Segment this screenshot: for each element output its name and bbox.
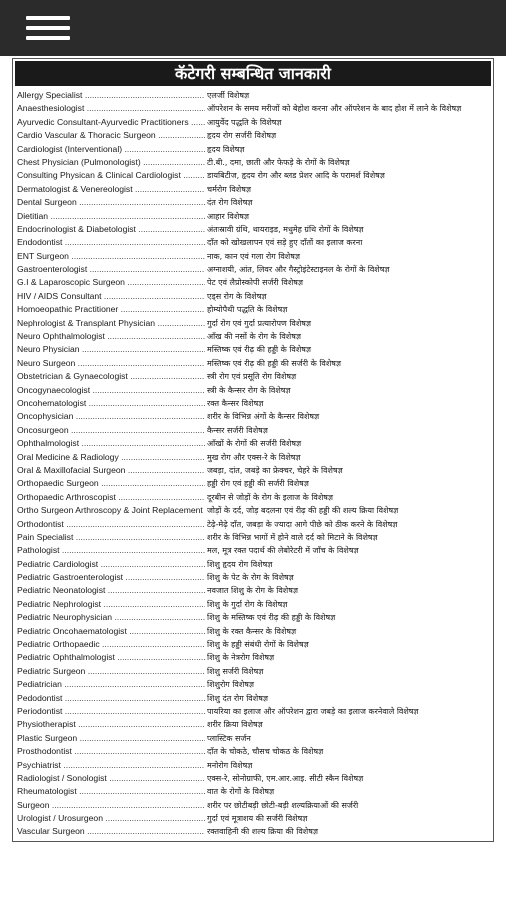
- specialist-name: Pedodontist .....: [17, 692, 205, 705]
- specialist-name: Orthopaedic Surgeon .....: [17, 477, 205, 490]
- list-item[interactable]: [17, 223, 489, 236]
- specialist-name: Vascular Surgeon .....: [17, 825, 205, 838]
- list-item[interactable]: [17, 732, 489, 745]
- specialist-description: एड्स रोग के विशेषज्ञ: [207, 290, 489, 303]
- specialist-description: शिशु दंत रोग विशेषज्ञ: [207, 692, 489, 705]
- specialist-name: Rheumatologist .....: [17, 785, 205, 798]
- specialist-description: गुर्दा एवं मूत्राशय की सर्जरी विशेषज्ञ: [207, 812, 489, 825]
- specialist-description: ऑपरेशन के समय मरीजों को बेहोश करना और ऑपरेशन के बाद होश में लाने के विशेषज्ञ: [207, 102, 489, 115]
- specialist-name: Anaesthesiologist .....: [17, 102, 205, 115]
- specialist-description: एक्स-रे, सोनोग्राफी, एम.आर.आइ. सीटी स्कैन विशेषज्ञ: [207, 772, 489, 785]
- list-item[interactable]: [17, 196, 489, 209]
- specialist-name: HIV / AIDS Consultant .....: [17, 290, 205, 303]
- specialist-name: Pediatric Orthopaedic .....: [17, 638, 205, 651]
- specialist-description: जबड़ा, दांत, जबड़े का फ्रेक्चर, चेहरे के विशेषज्ञ: [207, 464, 489, 477]
- list-item[interactable]: [17, 156, 489, 169]
- list-item[interactable]: [17, 558, 489, 571]
- specialist-name: Neuro Surgeon .....: [17, 357, 205, 370]
- specialist-description: अग्नाशयी, आंत, लिवर और गैस्ट्रोइंटेस्टाइनल के रोगों के विशेषज्ञ: [207, 263, 489, 276]
- specialist-name: Urologist / Urosurgeon .....: [17, 812, 205, 825]
- specialist-description: शिशु के मस्तिष्क एवं रीढ़ की हड्डी के विशेषज्ञ: [207, 611, 489, 624]
- specialist-description: दाँत को खोखलापन एवं सड़े हुए दाँतों का इलाज करना: [207, 236, 489, 249]
- list-item[interactable]: [17, 799, 489, 812]
- specialist-name: Neuro Ophthalmologist .....: [17, 330, 205, 343]
- list-item[interactable]: [17, 504, 489, 517]
- list-item[interactable]: [17, 625, 489, 638]
- specialist-name: Oncophysician .....: [17, 410, 205, 423]
- specialist-name: Ophthalmologist .....: [17, 437, 205, 450]
- specialist-description: जोड़ों के दर्द, जोड़ बदलना एवं रीढ़ की हड्डी की शल्य क्रिया विशेषज्ञ: [207, 504, 489, 517]
- specialist-description: डायबिटीज, हृदय रोग और ब्लड प्रेशर आदि के परामर्श विशेषज्ञ: [207, 169, 489, 182]
- list-item[interactable]: [17, 397, 489, 410]
- specialist-description: नाक, कान एवं गला रोग विशेषज्ञ: [207, 250, 489, 263]
- list-item[interactable]: [17, 772, 489, 785]
- list-item[interactable]: [17, 464, 489, 477]
- specialist-name: Surgeon .....: [17, 799, 205, 812]
- specialist-name: Gastroenterologist .....: [17, 263, 205, 276]
- specialist-description: शरीर क्रिया विशेषज्ञ: [207, 718, 489, 731]
- specialist-description: शिशु के नेत्ररोग विशेषज्ञ: [207, 651, 489, 664]
- page-title: कॅटेगरी सम्बन्धित जानकारी: [15, 61, 491, 86]
- list-item[interactable]: [17, 812, 489, 825]
- list-item[interactable]: [17, 491, 489, 504]
- specialist-description: शरीर के विभिन्न भागों में होने वाले दर्द को मिटाने के विशेषज्ञ: [207, 531, 489, 544]
- specialist-description: गुर्दा रोग एवं गुर्दा प्रत्यारोपण विशेषज्ञ: [207, 317, 489, 330]
- specialist-description: अंतःस्रावी ग्रंथि, थायराइड, मधुमेह ग्रंथि रोगों के विशेषज्ञ: [207, 223, 489, 236]
- list-item[interactable]: [17, 518, 489, 531]
- specialist-description: शरीर पर छोटीबड़ी छोटी-बड़ी शल्यक्रियाओं की सर्जरी: [207, 799, 489, 812]
- list-item[interactable]: [17, 451, 489, 464]
- specialist-description: शिशु के रक्त कैन्सर के विशेषज्ञ: [207, 625, 489, 638]
- specialist-name: Physiotherapist .....: [17, 718, 205, 731]
- specialist-name: Homoeopathic Practitioner .....: [17, 303, 205, 316]
- specialist-name: Pediatrician .....: [17, 678, 205, 691]
- list-item[interactable]: [17, 705, 489, 718]
- list-item[interactable]: [17, 303, 489, 316]
- list-item[interactable]: [17, 384, 489, 397]
- specialist-name: Dietitian .....: [17, 210, 205, 223]
- specialist-name: Endodontist .....: [17, 236, 205, 249]
- list-item[interactable]: [17, 531, 489, 544]
- specialist-description: हड्डी रोग एवं हड्डी की सर्जरी विशेषज्ञ: [207, 477, 489, 490]
- specialist-name: Allergy Specialist .....: [17, 89, 205, 102]
- list-item[interactable]: [17, 116, 489, 129]
- list-item[interactable]: [17, 692, 489, 705]
- list-item[interactable]: [17, 343, 489, 356]
- specialist-name: Pediatric Surgeon .....: [17, 665, 205, 678]
- specialist-description: शिशुरोग विशेषज्ञ: [207, 678, 489, 691]
- specialist-description: दूरबीन से जोड़ों के रोग के इलाज के विशेषज्ञ: [207, 491, 489, 504]
- specialist-name: Dermatologist & Venereologist .....: [17, 183, 205, 196]
- specialist-name: Cardio Vascular & Thoracic Surgeon .....: [17, 129, 205, 142]
- specialist-description: शिशु हृदय रोग विशेषज्ञ: [207, 558, 489, 571]
- specialist-name: Plastic Surgeon .....: [17, 732, 205, 745]
- specialist-description: मस्तिष्क एवं रीढ़ की हड्डी के विशेषज्ञ: [207, 343, 489, 356]
- specialist-name: Endocrinologist & Diabetologist .....: [17, 223, 205, 236]
- specialist-name: Cardiologist (Interventional) .....: [17, 143, 205, 156]
- specialist-description: मल, मूत्र रक्त पदार्थ की लेबोरेटरी में जाँच के विशेषज्ञ: [207, 544, 489, 557]
- specialist-description: प्लास्टिक सर्जन: [207, 732, 489, 745]
- list-item[interactable]: [17, 89, 489, 102]
- list-item[interactable]: [17, 290, 489, 303]
- specialist-description: कैन्सर सर्जरी विशेषज्ञ: [207, 424, 489, 437]
- list-item[interactable]: [17, 183, 489, 196]
- specialist-name: Radiologist / Sonologist .....: [17, 772, 205, 785]
- specialist-name: Nephrologist & Transplant Physician .....: [17, 317, 205, 330]
- specialist-description: हृदय विशेषज्ञ: [207, 143, 489, 156]
- hamburger-menu-icon[interactable]: [26, 12, 70, 44]
- specialist-name: Psychiatrist .....: [17, 759, 205, 772]
- category-info-sheet: [12, 58, 494, 842]
- specialist-description: रक्तवाहिनी की शल्य क्रिया की विशेषज्ञ: [207, 825, 489, 838]
- list-item[interactable]: [17, 410, 489, 423]
- list-item[interactable]: [17, 143, 489, 156]
- list-item[interactable]: [17, 745, 489, 758]
- specialist-name: Pediatric Oncohaematologist .....: [17, 625, 205, 638]
- specialist-name: Pediatric Nephrologist .....: [17, 598, 205, 611]
- specialist-description: आँख की नसों के रोग के विशेषज्ञ: [207, 330, 489, 343]
- list-item[interactable]: [17, 424, 489, 437]
- specialist-name: Ayurvedic Consultant-Ayurvedic Practitioners .....: [17, 116, 205, 129]
- specialist-description: मस्तिष्क एवं रीढ़ की हड्डी की सर्जरी के विशेषज्ञ: [207, 357, 489, 370]
- specialist-description: आँखों के रोगों की सर्जरी विशेषज्ञ: [207, 437, 489, 450]
- specialist-description: रक्त कैन्सर विशेषज्ञ: [207, 397, 489, 410]
- specialist-description: टी.बी., दमा, छाती और फेफड़े के रोगों के विशेषज्ञ: [207, 156, 489, 169]
- list-item[interactable]: [17, 250, 489, 263]
- specialist-name: Ortho Surgeon Arthroscopy & Joint Replacement .....: [17, 504, 205, 517]
- specialist-description: एलर्जी विशेषज्ञ: [207, 89, 489, 102]
- specialist-description: टेढ़े-मेढ़े दाँत, जबड़ा के ज्यादा आगे पीछे को ठीक करने के विशेषज्ञ: [207, 518, 489, 531]
- specialist-description: नवजात शिशु के रोग के विशेषज्ञ: [207, 584, 489, 597]
- list-item[interactable]: [17, 544, 489, 557]
- specialist-name: Pediatric Cardiologist .....: [17, 558, 205, 571]
- specialist-description: आहार विशेषज्ञ: [207, 210, 489, 223]
- list-item[interactable]: [17, 825, 489, 838]
- specialist-name: Pain Specialist .....: [17, 531, 205, 544]
- specialist-name: Oral & Maxillofacial Surgeon .....: [17, 464, 205, 477]
- app-bar: [0, 0, 506, 56]
- specialist-description: मनोरोग विशेषज्ञ: [207, 759, 489, 772]
- specialist-description: स्त्री के कैन्सर रोग के विशेषज्ञ: [207, 384, 489, 397]
- list-item[interactable]: [17, 651, 489, 664]
- list-item[interactable]: [17, 276, 489, 289]
- specialist-name: Obstetrician & Gynaecologist .....: [17, 370, 205, 383]
- list-item[interactable]: [17, 759, 489, 772]
- specialist-description: स्त्री रोग एवं प्रसूति रोग विशेषज्ञ: [207, 370, 489, 383]
- specialist-description: मुख रोग और एक्स-रे के विशेषज्ञ: [207, 451, 489, 464]
- list-item[interactable]: [17, 665, 489, 678]
- specialist-description: शिशु के हड्डी संबंधी रोगों के विशेषज्ञ: [207, 638, 489, 651]
- list-item[interactable]: [17, 571, 489, 584]
- specialist-name: Oncosurgeon .....: [17, 424, 205, 437]
- specialist-description: दाँत के चोकठे, चौसच चोकठ के विशेषज्ञ: [207, 745, 489, 758]
- specialist-name: Consulting Physican & Clinical Cardiologist .....: [17, 169, 205, 182]
- specialist-description: होम्योपैथी पद्धति के विशेषज्ञ: [207, 303, 489, 316]
- specialist-name: Pediatric Ophthalmologist .....: [17, 651, 205, 664]
- specialist-name: Pathologist .....: [17, 544, 205, 557]
- specialist-name: Pediatric Neurophysician .....: [17, 611, 205, 624]
- specialist-name: Periodontist .....: [17, 705, 205, 718]
- list-item[interactable]: [17, 477, 489, 490]
- list-item[interactable]: [17, 785, 489, 798]
- list-item[interactable]: [17, 678, 489, 691]
- list-item[interactable]: [17, 169, 489, 182]
- list-item[interactable]: [17, 236, 489, 249]
- list-item[interactable]: [17, 718, 489, 731]
- specialist-description: पेट एवं लैप्रोस्कोपी सर्जरी विशेषज्ञ: [207, 276, 489, 289]
- specialist-description: चर्मरोग विशेषज्ञ: [207, 183, 489, 196]
- specialist-name: Orthopaedic Arthroscopist .....: [17, 491, 205, 504]
- specialist-name: Chest Physician (Pulmonologist) .....: [17, 156, 205, 169]
- list-item[interactable]: [17, 102, 489, 115]
- specialist-name: Oral Medicine & Radiology .....: [17, 451, 205, 464]
- specialist-name: ENT Surgeon .....: [17, 250, 205, 263]
- list-item[interactable]: [17, 210, 489, 223]
- specialist-name: Neuro Physician .....: [17, 343, 205, 356]
- list-item[interactable]: [17, 129, 489, 142]
- list-item[interactable]: [17, 330, 489, 343]
- specialist-name: Prosthodontist .....: [17, 745, 205, 758]
- specialist-description: शिशु के पेट के रोग के विशेषज्ञ: [207, 571, 489, 584]
- specialist-name: Oncogynaecologist .....: [17, 384, 205, 397]
- specialist-description: दंत रोग विशेषज्ञ: [207, 196, 489, 209]
- specialist-name: Pediatric Neonatologist .....: [17, 584, 205, 597]
- list-item[interactable]: [17, 263, 489, 276]
- list-item[interactable]: [17, 584, 489, 597]
- specialist-description: वात के रोगों के विशेषज्ञ: [207, 785, 489, 798]
- list-item[interactable]: [17, 317, 489, 330]
- specialist-description: शिशु के गुर्दा रोग के विशेषज्ञ: [207, 598, 489, 611]
- list-item[interactable]: [17, 611, 489, 624]
- specialist-description: आयुर्वेद पद्धति के विशेषज्ञ: [207, 116, 489, 129]
- specialist-description: पायरिया का इलाज और ऑपरेशन द्वारा जबड़े का इलाज करनेवाले विशेषज्ञ: [207, 705, 489, 718]
- specialist-description: हृदय रोग सर्जरी विशेषज्ञ: [207, 129, 489, 142]
- list-item[interactable]: [17, 437, 489, 450]
- specialist-name: G.I & Laparoscopic Surgeon .....: [17, 276, 205, 289]
- specialist-description: शिशु सर्जरी विशेषज्ञ: [207, 665, 489, 678]
- list-item[interactable]: [17, 638, 489, 651]
- list-item[interactable]: [17, 357, 489, 370]
- category-list: [17, 89, 489, 839]
- specialist-name: Dental Surgeon .....: [17, 196, 205, 209]
- list-item[interactable]: [17, 598, 489, 611]
- specialist-name: Pediatric Gastroenterologist .....: [17, 571, 205, 584]
- specialist-name: Oncohematologist .....: [17, 397, 205, 410]
- specialist-description: शरीर के विभिन्न अंगों के कैन्सर विशेषज्ञ: [207, 410, 489, 423]
- specialist-name: Orthodontist .....: [17, 518, 205, 531]
- list-item[interactable]: [17, 370, 489, 383]
